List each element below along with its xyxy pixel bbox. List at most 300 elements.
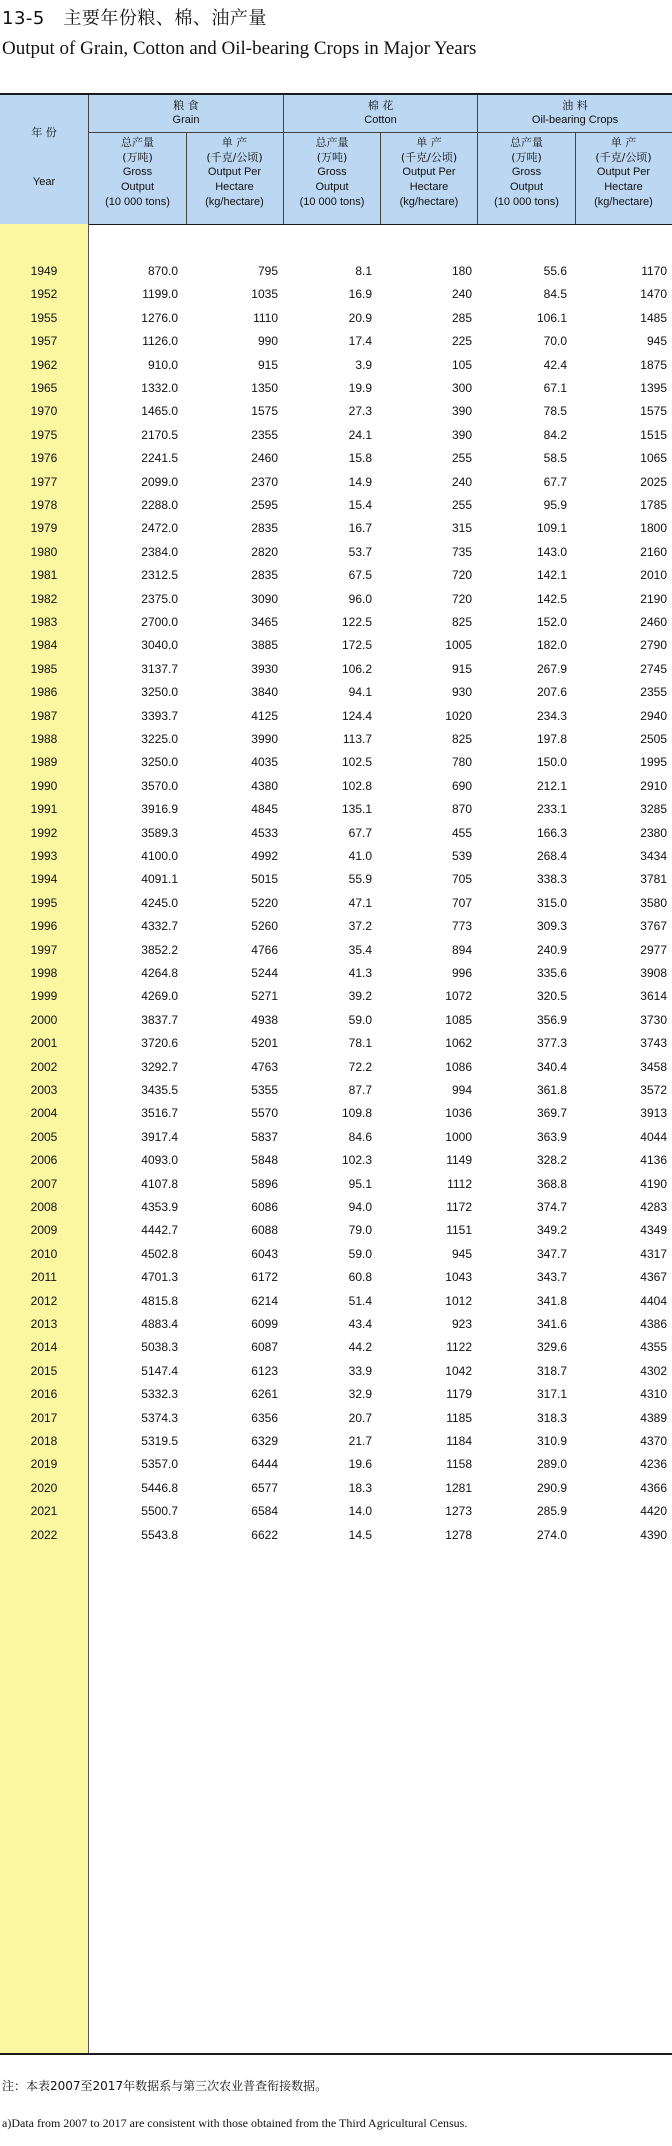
year-cell: 2022 (30, 1527, 58, 1542)
grain-output-cell: 1465.0 (141, 404, 178, 419)
footnote-english: a)Data from 2007 to 2017 are consistent with those obtained from the Third Agricultural Census. (2, 2116, 468, 2130)
oil-yield-cell: 945 (646, 334, 667, 349)
cotton-yield-cell: 870 (451, 802, 472, 817)
oil-output-cell: 84.2 (543, 427, 567, 442)
grain-yield-cell: 6356 (251, 1410, 278, 1425)
cotton-output-cell: 21.7 (348, 1434, 372, 1448)
cotton-output-cell: 102.5 (341, 755, 372, 770)
oil-yield-cell: 1875 (640, 357, 667, 372)
header-divider (575, 133, 576, 224)
grain-output-cell: 3137.7 (141, 661, 178, 676)
grain-yield-cell: 3465 (251, 615, 278, 629)
oil-output-cell: 240.9 (536, 942, 567, 957)
cotton-output-cell: 51.4 (348, 1293, 372, 1308)
oil-yield-cell: 1395 (640, 381, 667, 395)
table-title-chinese: 13-5 主要年份粮、棉、油产量 (2, 8, 267, 29)
oil-yield-cell: 3458 (640, 1059, 667, 1074)
oil-yield-cell: 4390 (640, 1527, 667, 1542)
cotton-yield-cell: 1012 (445, 1293, 472, 1308)
cotton-output-cell: 60.8 (348, 1270, 372, 1285)
year-cell: 1997 (30, 942, 58, 957)
oil-output-cell: 320.5 (536, 989, 567, 1004)
header-divider (88, 95, 89, 224)
grain-yield-cell: 3990 (251, 732, 278, 746)
cotton-yield-cell: 1020 (445, 708, 472, 723)
grain-yield-cell: 6444 (251, 1457, 278, 1472)
year-cell: 1996 (30, 919, 58, 934)
grain-yield-cell: 2820 (251, 544, 278, 559)
cotton-output-cell: 96.0 (348, 591, 372, 606)
cotton-output-cell: 122.5 (341, 615, 372, 629)
cotton-output-header: 总产量 (万吨) Gross Output (10 000 tons) (299, 136, 365, 208)
cotton-output-cell: 84.6 (348, 1129, 372, 1144)
grain-output-cell: 910.0 (147, 357, 178, 372)
oil-yield-cell: 4317 (640, 1246, 667, 1261)
cotton-yield-cell: 1112 (447, 1176, 472, 1191)
footnote-chinese: 注：本表2007至2017年数据系与第三次农业普查衔接数据。 (2, 2079, 328, 2093)
grain-yield-cell: 1350 (251, 381, 278, 395)
grain-output-cell: 1332.0 (141, 381, 178, 395)
grain-output-header: 总产量 (万吨) Gross Output (10 000 tons) (105, 136, 170, 208)
cotton-output-cell: 124.4 (341, 708, 372, 723)
cotton-yield-cell: 825 (451, 615, 472, 629)
cotton-yield-cell: 1062 (445, 1036, 472, 1051)
oil-yield-cell: 2160 (640, 544, 667, 559)
grain-output-cell: 5147.4 (141, 1363, 178, 1378)
grain-yield-cell: 6123 (251, 1363, 278, 1378)
grain-yield-cell: 990 (257, 334, 278, 349)
grain-yield-cell: 6577 (251, 1480, 278, 1495)
cotton-output-cell: 102.3 (341, 1153, 372, 1168)
cotton-yield-cell: 1042 (445, 1363, 472, 1378)
year-cell: 1955 (30, 310, 58, 325)
oil-output-cell: 341.8 (536, 1293, 567, 1308)
cotton-output-cell: 32.9 (348, 1387, 372, 1402)
cotton-yield-cell: 1179 (446, 1387, 472, 1402)
grain-yield-cell: 4380 (251, 778, 278, 793)
oil-output-cell: 335.6 (536, 966, 567, 980)
oil-output-header: 总产量 (万吨) Gross Output (10 000 tons) (494, 136, 559, 208)
cotton-yield-cell: 1185 (446, 1410, 472, 1425)
grain-yield-cell: 2460 (251, 451, 278, 466)
table-header (0, 95, 672, 224)
cotton-output-cell: 172.5 (341, 638, 372, 653)
header-divider (186, 133, 187, 224)
oil-output-cell: 347.7 (536, 1246, 567, 1261)
grain-output-cell: 2384.0 (141, 544, 178, 559)
oil-output-cell: 109.1 (536, 521, 567, 536)
grain-yield-cell: 6172 (251, 1270, 278, 1285)
oil-output-cell: 363.9 (536, 1129, 567, 1144)
grain-yield-cell: 6088 (251, 1223, 278, 1238)
year-cell: 1965 (30, 381, 58, 395)
year-cell: 2009 (30, 1223, 58, 1238)
oil-yield-cell: 3913 (640, 1106, 667, 1121)
oil-yield-cell: 4349 (640, 1223, 667, 1238)
oil-yield-cell: 2790 (640, 638, 667, 653)
oil-output-cell: 338.3 (536, 872, 567, 887)
grain-yield-cell: 6214 (251, 1293, 278, 1308)
oil-yield-cell: 4370 (640, 1434, 667, 1448)
year-cell: 1986 (30, 685, 58, 700)
oil-output-cell: 318.7 (536, 1363, 567, 1378)
header-divider (477, 95, 478, 224)
oil-yield-cell: 4044 (640, 1129, 667, 1144)
cotton-yield-cell: 1158 (446, 1457, 472, 1472)
cotton-output-cell: 17.4 (348, 334, 372, 349)
grain-yield-cell: 2835 (251, 568, 278, 583)
oil-yield-cell: 3614 (640, 989, 667, 1004)
cotton-yield-cell: 180 (451, 264, 472, 278)
oil-output-cell: 142.5 (536, 591, 567, 606)
oil-yield-cell: 2010 (640, 568, 667, 583)
cotton-output-cell: 47.1 (348, 895, 372, 910)
oil-yield-cell: 4355 (640, 1340, 667, 1355)
grain-yield-cell: 5015 (251, 872, 278, 887)
grain-yield-cell: 5271 (251, 989, 278, 1004)
oil-output-cell: 197.8 (536, 732, 567, 746)
year-cell: 1999 (30, 989, 58, 1004)
grain-yield-cell: 4035 (251, 755, 278, 770)
year-cell: 1975 (30, 427, 58, 442)
cotton-yield-cell: 1043 (445, 1270, 472, 1285)
cotton-yield-cell: 1072 (445, 989, 472, 1004)
cotton-yield-cell: 915 (451, 661, 472, 676)
grain-yield-cell: 2355 (251, 427, 278, 442)
oil-yield-cell: 4190 (640, 1176, 667, 1191)
grain-output-cell: 3225.0 (141, 732, 178, 746)
grain-yield-cell: 3885 (251, 638, 278, 653)
year-cell: 1976 (30, 451, 58, 466)
year-cell: 1987 (30, 708, 58, 723)
oil-yield-cell: 2025 (640, 474, 667, 489)
grain-header-en: Grain (172, 114, 200, 126)
year-cell: 1949 (30, 264, 58, 278)
oil-yield-cell: 4420 (640, 1504, 667, 1519)
oil-output-cell: 166.3 (536, 825, 567, 840)
oil-yield-cell: 2910 (640, 778, 667, 793)
year-cell: 2008 (30, 1200, 58, 1214)
cotton-output-cell: 44.2 (348, 1340, 372, 1355)
cotton-output-cell: 15.4 (348, 498, 372, 512)
year-cell: 2005 (30, 1129, 58, 1144)
cotton-yield-cell: 1005 (445, 638, 472, 653)
cotton-output-cell: 53.7 (348, 544, 372, 559)
oil-yield-cell: 4404 (640, 1293, 667, 1308)
oil-yield-cell: 2977 (640, 942, 667, 957)
grain-output-cell: 5357.0 (141, 1457, 178, 1472)
cotton-output-cell: 14.0 (348, 1504, 372, 1519)
cotton-yield-cell: 825 (451, 732, 472, 746)
oil-output-cell: 67.7 (543, 474, 567, 489)
oil-output-cell: 340.4 (536, 1059, 567, 1074)
year-cell: 1979 (30, 521, 58, 536)
cotton-yield-header: 单 产 (千克/公顷) Output Per Hectare (kg/hectare) (399, 136, 459, 208)
oil-output-cell: 150.0 (536, 755, 567, 770)
cotton-yield-cell: 1000 (445, 1129, 472, 1144)
grain-output-cell: 3292.7 (141, 1059, 178, 1074)
cotton-output-cell: 3.9 (355, 357, 372, 372)
cotton-output-cell: 20.7 (348, 1410, 372, 1425)
grain-yield-cell: 4763 (251, 1059, 278, 1074)
cotton-yield-cell: 1278 (445, 1527, 472, 1542)
grain-output-cell: 4091.1 (141, 872, 178, 887)
grain-yield-cell: 4992 (251, 849, 278, 863)
cotton-yield-cell: 690 (451, 778, 472, 793)
grain-yield-cell: 4125 (251, 708, 278, 723)
grain-output-cell: 2099.0 (141, 474, 178, 489)
grain-output-cell: 3250.0 (141, 685, 178, 700)
cotton-yield-cell: 1149 (446, 1153, 472, 1168)
cotton-output-cell: 8.1 (355, 264, 372, 278)
year-cell: 1952 (30, 287, 58, 302)
year-cell: 2001 (30, 1036, 58, 1051)
oil-yield-cell: 4302 (640, 1363, 667, 1378)
oil-output-cell: 207.6 (536, 685, 567, 700)
year-header-cn: 年 份 (31, 126, 57, 139)
cotton-output-cell: 41.0 (348, 849, 372, 863)
grain-output-cell: 4502.8 (141, 1246, 178, 1261)
cotton-output-cell: 135.1 (341, 802, 372, 817)
oil-yield-cell: 2380 (640, 825, 667, 840)
oil-yield-cell: 1800 (640, 521, 667, 536)
oil-yield-cell: 2460 (640, 615, 667, 629)
oil-output-cell: 70.0 (543, 334, 567, 349)
cotton-yield-cell: 390 (451, 404, 472, 419)
oil-yield-cell: 4236 (640, 1457, 667, 1472)
cotton-yield-cell: 255 (451, 451, 472, 466)
oil-output-cell: 349.2 (536, 1223, 567, 1238)
grain-output-cell: 3852.2 (141, 942, 178, 957)
cotton-output-cell: 18.3 (348, 1480, 372, 1495)
cotton-output-cell: 79.0 (348, 1223, 372, 1238)
oil-yield-cell: 2940 (640, 708, 667, 723)
oil-yield-cell: 4386 (640, 1317, 667, 1331)
grain-output-cell: 4269.0 (141, 989, 178, 1004)
cotton-output-cell: 16.9 (348, 287, 372, 302)
grain-yield-cell: 5220 (251, 895, 278, 910)
year-cell: 1988 (30, 732, 58, 746)
oil-output-cell: 234.3 (536, 708, 567, 723)
year-cell: 2012 (30, 1293, 58, 1308)
year-cell: 1970 (30, 404, 58, 419)
oil-yield-cell: 1065 (640, 451, 667, 466)
cotton-yield-cell: 315 (451, 521, 472, 536)
oil-output-cell: 233.1 (536, 802, 567, 817)
grain-yield-cell: 6099 (251, 1317, 278, 1331)
grain-output-cell: 3720.6 (141, 1036, 178, 1051)
grain-output-cell: 5543.8 (141, 1527, 178, 1542)
cotton-yield-cell: 1172 (446, 1200, 472, 1214)
cotton-output-cell: 37.2 (348, 919, 372, 934)
oil-yield-cell: 4136 (640, 1153, 667, 1168)
grain-yield-cell: 6087 (251, 1340, 278, 1355)
cotton-yield-cell: 539 (451, 849, 472, 863)
year-cell: 2014 (30, 1340, 58, 1355)
year-cell: 1978 (30, 498, 58, 512)
grain-output-cell: 5038.3 (141, 1340, 178, 1355)
grain-yield-cell: 3090 (251, 591, 278, 606)
year-cell: 2006 (30, 1153, 58, 1168)
oil-output-cell: 341.6 (536, 1317, 567, 1331)
oil-yield-header: 单 产 (千克/公顷) Output Per Hectare (kg/hectare) (594, 136, 653, 208)
oil-output-cell: 310.9 (536, 1434, 567, 1448)
cotton-output-cell: 72.2 (348, 1059, 372, 1074)
cotton-output-cell: 109.8 (341, 1106, 372, 1121)
cotton-yield-cell: 720 (451, 568, 472, 583)
oil-output-cell: 374.7 (536, 1200, 567, 1214)
cotton-output-cell: 39.2 (348, 989, 372, 1004)
grain-yield-cell: 5201 (251, 1036, 278, 1051)
cotton-yield-cell: 773 (451, 919, 472, 934)
grain-output-cell: 3435.5 (141, 1083, 178, 1097)
grain-output-cell: 4093.0 (141, 1153, 178, 1168)
year-cell: 2020 (30, 1480, 58, 1495)
cotton-yield-cell: 1273 (445, 1504, 472, 1519)
grain-yield-cell: 795 (257, 264, 278, 278)
oil-output-cell: 289.0 (536, 1457, 567, 1472)
year-cell: 2013 (30, 1317, 58, 1331)
cotton-output-cell: 59.0 (348, 1246, 372, 1261)
oil-yield-cell: 1470 (640, 287, 667, 302)
oil-yield-cell: 3781 (640, 872, 667, 887)
cotton-yield-cell: 300 (451, 381, 472, 395)
year-cell: 1980 (30, 544, 58, 559)
year-cell: 2019 (30, 1457, 58, 1472)
grain-output-cell: 2170.5 (141, 427, 178, 442)
cotton-output-cell: 27.3 (348, 404, 372, 419)
year-cell: 2017 (30, 1410, 58, 1425)
grain-yield-cell: 5570 (251, 1106, 278, 1121)
oil-yield-cell: 3730 (640, 1012, 667, 1027)
grain-output-cell: 4701.3 (141, 1270, 178, 1285)
grain-output-cell: 2241.5 (141, 451, 178, 466)
oil-yield-cell: 1575 (640, 404, 667, 419)
cotton-yield-cell: 1085 (445, 1012, 472, 1027)
grain-yield-cell: 2370 (251, 474, 278, 489)
oil-yield-cell: 3285 (640, 802, 667, 817)
oil-output-cell: 267.9 (536, 661, 567, 676)
grain-yield-cell: 2835 (251, 521, 278, 536)
cotton-output-cell: 102.8 (341, 778, 372, 793)
grain-output-cell: 2312.5 (141, 568, 178, 583)
cotton-output-cell: 106.2 (341, 661, 372, 676)
oil-yield-cell: 3434 (640, 849, 667, 863)
cotton-yield-cell: 1281 (445, 1480, 472, 1495)
cotton-output-cell: 19.6 (348, 1457, 372, 1472)
year-cell: 2007 (30, 1176, 58, 1191)
year-cell: 1993 (30, 849, 58, 863)
oil-output-cell: 212.1 (536, 778, 567, 793)
cotton-yield-cell: 930 (451, 685, 472, 700)
cotton-yield-cell: 105 (451, 357, 472, 372)
oil-yield-cell: 1995 (640, 755, 667, 770)
oil-yield-cell: 2190 (640, 591, 667, 606)
oil-output-cell: 377.3 (536, 1036, 567, 1051)
grain-output-cell: 2375.0 (141, 591, 178, 606)
cotton-output-cell: 95.1 (348, 1176, 372, 1191)
year-cell: 1962 (30, 357, 58, 372)
grain-yield-cell: 5896 (251, 1176, 278, 1191)
header-divider (380, 133, 381, 224)
cotton-yield-cell: 1086 (445, 1059, 472, 1074)
year-cell: 1995 (30, 895, 58, 910)
oil-output-cell: 285.9 (536, 1504, 567, 1519)
oil-yield-cell: 1785 (640, 498, 667, 512)
cotton-header-cn: 棉 花 (367, 99, 394, 112)
cotton-yield-cell: 945 (451, 1246, 472, 1261)
oil-output-cell: 328.2 (536, 1153, 567, 1168)
oil-yield-cell: 1485 (640, 310, 667, 325)
oil-output-cell: 143.0 (536, 544, 567, 559)
grain-yield-cell: 6622 (251, 1527, 278, 1542)
cotton-output-cell: 67.7 (348, 825, 372, 840)
grain-output-cell: 870.0 (147, 264, 178, 278)
grain-output-cell: 1276.0 (141, 310, 178, 325)
grain-output-cell: 1199.0 (142, 287, 178, 302)
grain-yield-cell: 5244 (251, 966, 278, 980)
table-row (0, 1521, 672, 1553)
oil-output-cell: 42.4 (543, 357, 567, 372)
grain-yield-cell: 5848 (251, 1153, 278, 1168)
cotton-yield-cell: 996 (451, 966, 472, 980)
cotton-output-cell: 20.9 (348, 310, 372, 325)
year-cell: 1981 (30, 568, 58, 583)
grain-output-cell: 4264.8 (141, 966, 178, 980)
oil-yield-cell: 2355 (640, 685, 667, 700)
cotton-yield-cell: 390 (451, 427, 472, 442)
cotton-yield-cell: 923 (451, 1317, 472, 1331)
oil-yield-cell: 2745 (640, 661, 667, 676)
year-cell: 1984 (30, 638, 58, 653)
oil-output-cell: 368.8 (536, 1176, 567, 1191)
cotton-yield-cell: 1151 (446, 1223, 472, 1238)
oil-output-cell: 78.5 (543, 404, 567, 419)
grain-yield-cell: 5355 (251, 1083, 278, 1097)
grain-output-cell: 5374.3 (141, 1410, 178, 1425)
cotton-output-cell: 41.3 (348, 966, 372, 980)
oil-yield-cell: 4310 (640, 1387, 667, 1402)
oil-yield-cell: 3572 (640, 1083, 667, 1097)
year-cell: 2002 (30, 1059, 58, 1074)
year-cell: 2004 (30, 1106, 58, 1121)
cotton-output-cell: 14.5 (348, 1527, 372, 1542)
grain-output-cell: 4815.8 (141, 1293, 178, 1308)
oil-output-cell: 290.9 (536, 1480, 567, 1495)
cotton-yield-cell: 240 (451, 474, 472, 489)
grain-yield-cell: 4766 (251, 942, 278, 957)
grain-yield-cell: 6329 (251, 1434, 278, 1448)
cotton-output-cell: 113.7 (342, 732, 372, 746)
grain-output-cell: 4332.7 (141, 919, 178, 934)
oil-output-cell: 315.0 (536, 895, 567, 910)
oil-header-en: Oil-bearing Crops (531, 114, 619, 126)
year-cell: 1977 (30, 474, 58, 489)
grain-output-cell: 3837.7 (141, 1012, 178, 1027)
oil-yield-cell: 3743 (640, 1036, 667, 1051)
oil-output-cell: 317.1 (536, 1387, 567, 1402)
header-divider (283, 95, 284, 224)
grain-output-cell: 4107.8 (141, 1176, 178, 1191)
cotton-output-cell: 78.1 (348, 1036, 372, 1051)
grain-output-cell: 4100.0 (141, 849, 178, 863)
grain-yield-cell: 5260 (251, 919, 278, 934)
grain-output-cell: 3040.0 (141, 638, 178, 653)
cotton-yield-cell: 1036 (445, 1106, 472, 1121)
year-cell: 2018 (30, 1434, 58, 1448)
grain-output-cell: 5446.8 (141, 1480, 178, 1495)
year-cell: 1998 (30, 966, 58, 980)
